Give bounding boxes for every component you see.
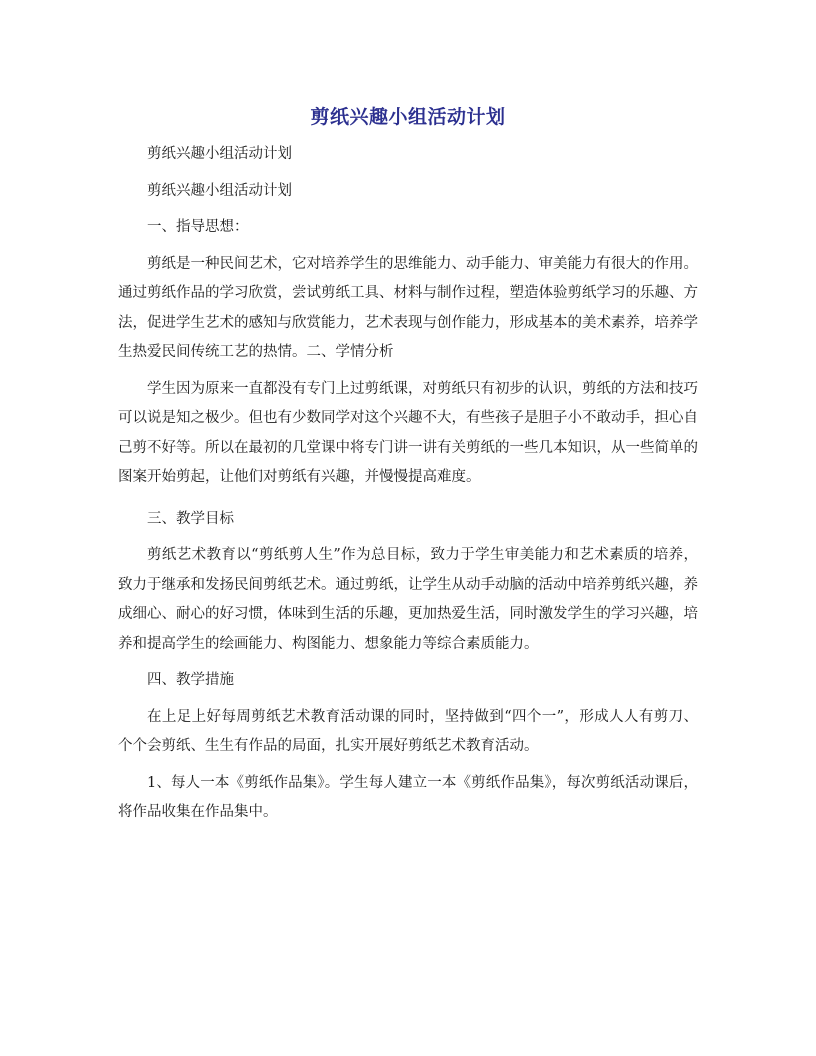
document-body (118, 140, 698, 828)
heading-guiding-ideology: 一、指导思想： (147, 219, 249, 235)
document-title: 剪纸兴趣小组活动计划 (310, 106, 506, 128)
heading-teaching-goals: 三、教学目标 (147, 510, 234, 527)
paragraph-guiding-ideology: 剪纸是一种民间艺术，它对培养学生的思维能力、动手能力、审美能力有很大的作用。通过剪纸作品的学习欣赏，尝试剪纸工具、材料与制作过程，塑造体验剪纸学习的乐趣、方法，促进学生艺术的感知与欣赏能力，艺术表现与创作能力，形成基本的美术素养，培养学生热爱民间传统工艺的热情。二、学情分析 (118, 255, 698, 360)
paragraph-measure-1: 1、每人一本《剪纸作品集》。学生每人建立一本《剪纸作品集》，每次剪纸活动课后，将作品收集在作品集中。 (118, 774, 698, 820)
paragraph-subtitle-1: 剪纸兴趣小组活动计划 (147, 146, 292, 162)
paragraph-student-analysis: 学生因为原来一直都没有专门上过剪纸课，对剪纸只有初步的认识，剪纸的方法和技巧可以说是知之极少。但也有少数同学对这个兴趣不大，有些孩子是胆子小不敢动手，担心自己剪不好等。所以在最初的几堂课中将专门讲一讲有关剪纸的一些几本知识，从一些简单的图案开始剪起，让他们对剪纸有兴趣，并慢慢提高难度。 (118, 380, 698, 485)
paragraph-subtitle-2: 剪纸兴趣小组活动计划 (147, 182, 292, 199)
paragraph-teaching-measures: 在上足上好每周剪纸艺术教育活动课的同时，坚持做到“四个一”，形成人人有剪刀、个个会剪纸、生生有作品的局面，扎实开展好剪纸艺术教育活动。 (118, 708, 698, 754)
paragraph-teaching-goals: 剪纸艺术教育以“剪纸剪人生”作为总目标，致力于学生审美能力和艺术素质的培养，致力于继承和发扬民间剪纸艺术。通过剪纸，让学生从动手动脑的活动中培养剪纸兴趣，养成细心、耐心的好习惯，体味到生活的乐趣，更加热爱生活，同时激发学生的学习兴趣，培养和提高学生的绘画能力、构图能力、想象能力等综合素质能力。 (118, 547, 698, 652)
heading-teaching-measures: 四、教学措施 (147, 672, 234, 688)
